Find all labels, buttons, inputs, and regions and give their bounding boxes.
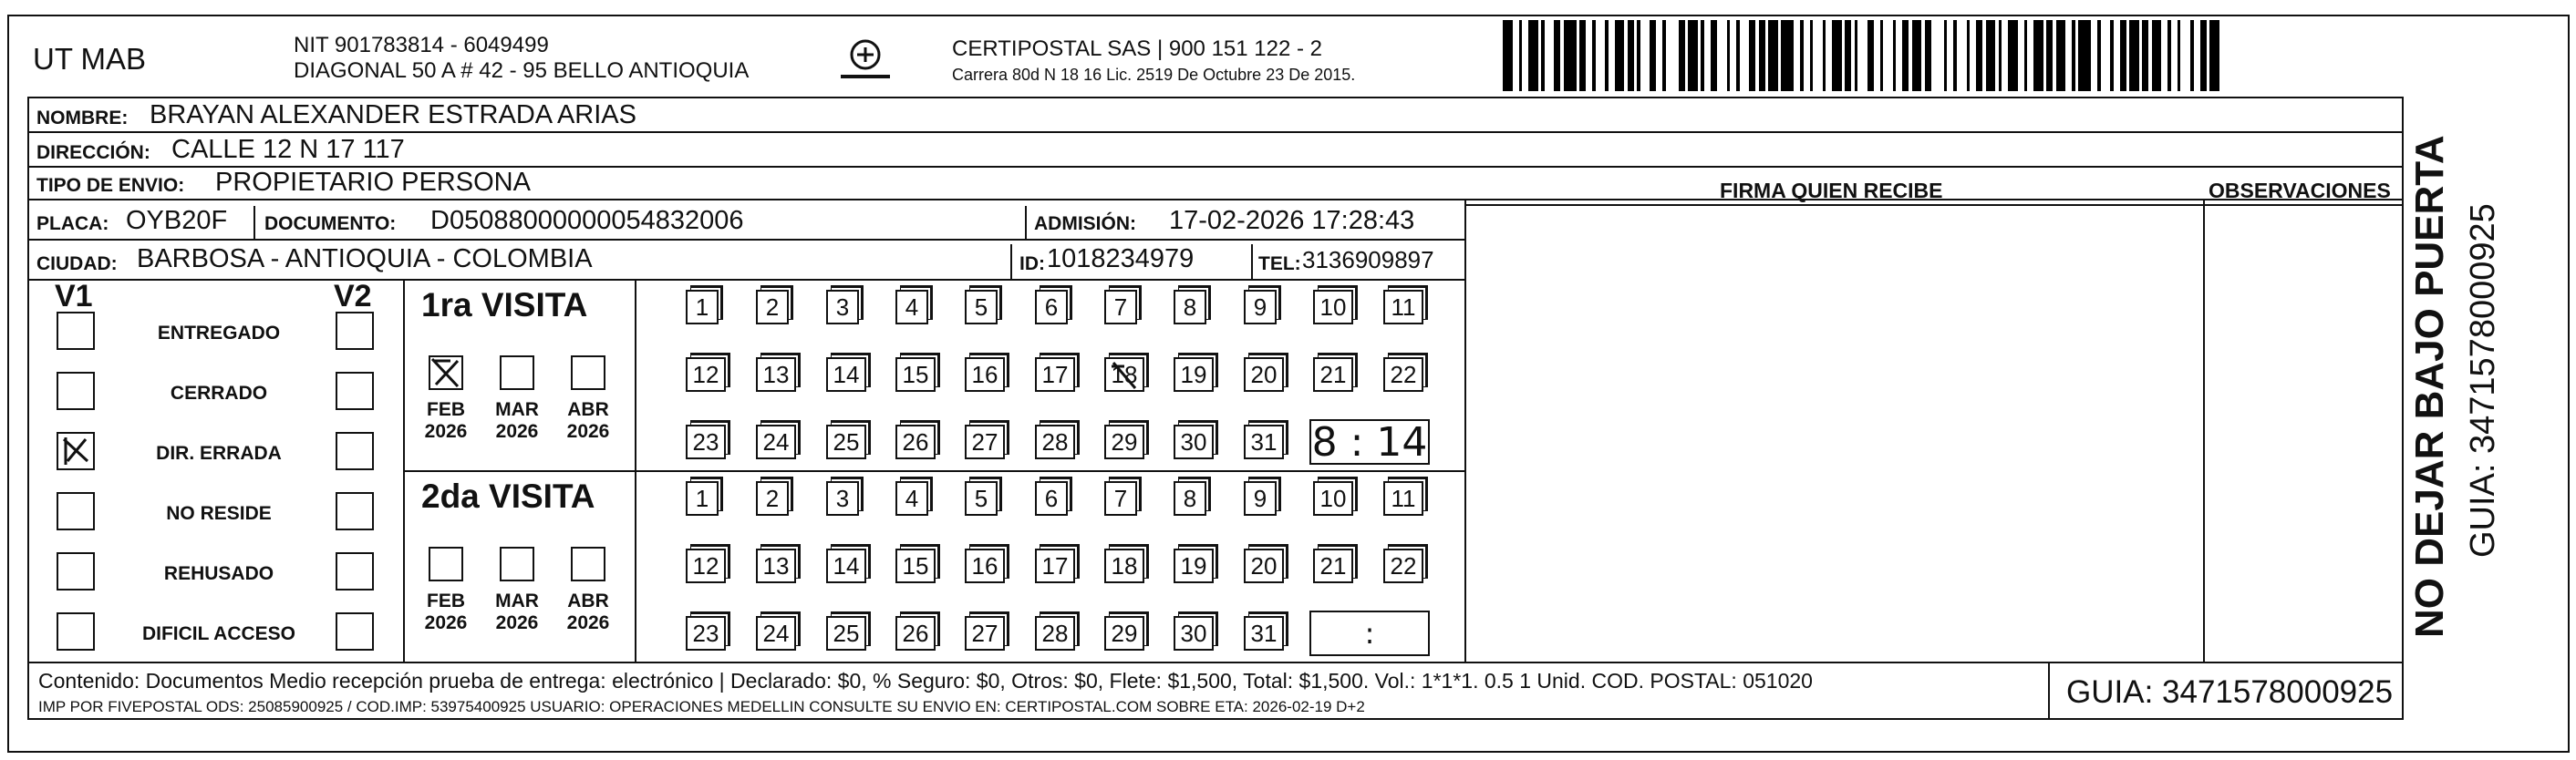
status-option-label: DIR. ERRADA xyxy=(156,443,282,464)
footer-print-info: IMP POR FIVEPOSTAL ODS: 25085900925 / COD.IMP: 53975400925 USUARIO: OPERACIONES MEDELLIN CONSULTE SU ENVIO EN: CERTIPOSTAL.COM SOBRE ETA: 2026-02-19 D+2 xyxy=(38,698,1365,715)
tipo-envio-value: PROPIETARIO PERSONA xyxy=(215,168,531,197)
placa-label: PLACA: xyxy=(36,213,109,234)
v2-checkbox[interactable] xyxy=(336,372,374,410)
month-label xyxy=(490,399,544,443)
ciudad-value: BARBOSA - ANTIOQUIA - COLOMBIA xyxy=(137,244,593,273)
month-year: 2026 xyxy=(566,421,610,442)
month-name: MAR xyxy=(495,399,539,420)
month-year: 2026 xyxy=(495,421,539,442)
day-box[interactable]: 12 xyxy=(686,357,726,392)
day-box[interactable]: 4 xyxy=(895,290,928,324)
v1-checkbox[interactable] xyxy=(57,492,95,530)
day-box[interactable]: 20 xyxy=(1244,549,1284,583)
direccion-value: CALLE 12 N 17 117 xyxy=(171,135,405,164)
day-box[interactable]: 24 xyxy=(756,616,796,651)
barcode-bar xyxy=(1688,20,1698,91)
barcode-bar xyxy=(2180,20,2190,91)
barcode-bar xyxy=(1704,20,1711,91)
barcode-bar xyxy=(1711,20,1717,91)
v1-checkbox[interactable] xyxy=(57,432,95,470)
month-year: 2026 xyxy=(424,612,468,633)
barcode-bar xyxy=(2129,20,2139,91)
header-barcode xyxy=(1503,20,2223,91)
barcode-bar xyxy=(2219,20,2223,91)
barcode-bar xyxy=(1545,20,1555,91)
day-box[interactable]: 15 xyxy=(895,549,936,583)
barcode-bar xyxy=(1986,20,1996,91)
day-box[interactable]: 14 xyxy=(826,357,866,392)
tel-label: TEL: xyxy=(1258,253,1301,274)
barcode-bar xyxy=(1528,20,1538,91)
month-name: FEB xyxy=(427,591,465,611)
barcode-bar xyxy=(1513,20,1519,91)
day-box[interactable]: 26 xyxy=(895,616,936,651)
day-box[interactable]: 18 xyxy=(1104,549,1144,583)
day-box[interactable]: 27 xyxy=(965,616,1005,651)
v1-checkbox[interactable] xyxy=(57,312,95,350)
barcode-bar xyxy=(1912,20,1922,91)
barcode-bar xyxy=(1874,20,1880,91)
day-box[interactable]: 3 xyxy=(826,290,859,324)
status-option-label: ENTREGADO xyxy=(157,323,281,344)
barcode-bar xyxy=(1609,20,1615,91)
month-checkbox[interactable] xyxy=(429,355,463,390)
month-year: 2026 xyxy=(424,421,468,442)
tel-value: 3136909897 xyxy=(1302,246,1434,273)
barcode-bar xyxy=(1883,20,1893,91)
barcode-bar xyxy=(1826,20,1832,91)
barcode-bar xyxy=(1857,20,1867,91)
barcode-bar xyxy=(2046,20,2053,91)
day-box[interactable] xyxy=(1104,357,1144,392)
day-box[interactable]: 30 xyxy=(1174,425,1214,459)
barcode-bar xyxy=(2091,20,2097,91)
month-year: 2026 xyxy=(495,612,539,633)
day-box[interactable]: 23 xyxy=(686,425,726,459)
day-box[interactable]: 7 xyxy=(1104,481,1137,516)
barcode-bar xyxy=(1768,20,1778,91)
day-box[interactable]: 13 xyxy=(756,357,796,392)
day-box[interactable]: 5 xyxy=(965,481,998,516)
barcode-bar xyxy=(2056,20,2066,91)
observaciones-header: OBSERVACIONES xyxy=(2209,179,2391,202)
day-box[interactable]: 27 xyxy=(965,425,1005,459)
v1-checkbox[interactable] xyxy=(57,372,95,410)
barcode-bar xyxy=(2152,20,2162,91)
barcode-bar xyxy=(2078,20,2091,91)
day-box[interactable]: 11 xyxy=(1383,481,1423,516)
month-name: ABR xyxy=(567,591,609,611)
barcode-bar xyxy=(1970,20,1976,91)
side-warning: NO DEJAR BAJO PUERTA xyxy=(2407,135,2452,638)
day-box[interactable]: 31 xyxy=(1244,616,1284,651)
day-box[interactable]: 20 xyxy=(1244,357,1284,392)
day-box[interactable]: 16 xyxy=(965,357,1005,392)
month-label xyxy=(561,399,616,443)
footer-contents: Contenido: Documentos Medio recepción prueba de entrega: electrónico | Declarado: $0, % Seguro: $0, Otros: $0, Flete: $1,500, Total: $1,500. Vol.: 1*1*1. 0.5 1 Unid. COD. POSTAL: 051020 xyxy=(38,669,1813,693)
day-box[interactable]: 25 xyxy=(826,616,866,651)
company-nit: NIT 901783814 - 6049499 xyxy=(294,33,549,57)
day-box[interactable]: 5 xyxy=(965,290,998,324)
barcode-bar xyxy=(1947,20,1953,91)
nombre-label: NOMBRE: xyxy=(36,108,129,128)
month-year: 2026 xyxy=(566,612,610,633)
visit-1-title: 1ra VISITA xyxy=(421,286,588,324)
barcode-bar xyxy=(1813,20,1823,91)
barcode-bar xyxy=(2008,20,2018,91)
day-box[interactable]: 11 xyxy=(1383,290,1423,324)
day-box[interactable]: 12 xyxy=(686,549,726,583)
day-box[interactable]: 28 xyxy=(1035,616,1075,651)
v2-checkbox[interactable] xyxy=(336,612,374,651)
month-name: FEB xyxy=(427,399,465,420)
company-address: DIAGONAL 50 A # 42 - 95 BELLO ANTIOQUIA xyxy=(294,58,750,83)
v1-header: V1 xyxy=(55,279,93,313)
month-checkbox[interactable] xyxy=(429,547,463,581)
day-box[interactable]: 8 xyxy=(1174,290,1206,324)
firma-header: FIRMA QUIEN RECIBE xyxy=(1720,179,1943,202)
barcode-bar xyxy=(1896,20,1902,91)
day-box[interactable]: 17 xyxy=(1035,357,1075,392)
month-checkbox[interactable] xyxy=(571,355,605,390)
day-box[interactable]: 3 xyxy=(826,481,859,516)
footer-guia: GUIA: 3471578000925 xyxy=(2066,674,2394,710)
day-box[interactable]: 16 xyxy=(965,549,1005,583)
day-box[interactable]: 29 xyxy=(1104,425,1144,459)
barcode-bar xyxy=(1656,20,1662,91)
status-option-label: REHUSADO xyxy=(163,563,274,584)
barcode-bar xyxy=(1832,20,1842,91)
tipo-envio-label: TIPO DE ENVIO: xyxy=(36,175,185,196)
month-name: ABR xyxy=(567,399,609,420)
side-guia: GUIA: 3471578000925 xyxy=(2464,203,2502,558)
nombre-value: BRAYAN ALEXANDER ESTRADA ARIAS xyxy=(150,100,636,129)
barcode-bar xyxy=(1596,20,1606,91)
barcode-bar xyxy=(2033,20,2043,91)
barcode-bar xyxy=(1666,20,1679,91)
month-checkbox[interactable] xyxy=(571,547,605,581)
barcode-bar xyxy=(1554,20,1560,91)
day-number: 18 xyxy=(1111,360,1138,388)
company-name: UT MAB xyxy=(33,42,147,76)
day-box[interactable]: 2 xyxy=(756,290,789,324)
month-checkbox[interactable] xyxy=(500,547,534,581)
barcode-bar xyxy=(1522,20,1528,91)
admision-value: 17-02-2026 17:28:43 xyxy=(1169,206,1415,235)
month-label xyxy=(490,591,544,634)
status-option-label: NO RESIDE xyxy=(166,503,272,524)
day-box[interactable]: 13 xyxy=(756,549,796,583)
day-box[interactable]: 30 xyxy=(1174,616,1214,651)
day-box[interactable]: 14 xyxy=(826,549,866,583)
barcode-bar xyxy=(2018,20,2024,91)
day-box[interactable]: 29 xyxy=(1104,616,1144,651)
day-box[interactable]: 24 xyxy=(756,425,796,459)
v2-checkbox[interactable] xyxy=(336,432,374,470)
carrier-subtitle: Carrera 80d N 18 16 Lic. 2519 De Octubre 23 De 2015. xyxy=(952,66,1356,84)
barcode-bar xyxy=(1717,20,1727,91)
day-box[interactable]: 8 xyxy=(1174,481,1206,516)
month-label xyxy=(561,591,616,634)
barcode-bar xyxy=(1925,20,1931,91)
day-box[interactable]: 22 xyxy=(1383,357,1423,392)
barcode-bar xyxy=(2101,20,2111,91)
visit-2-title: 2da VISITA xyxy=(421,478,595,515)
barcode-bar xyxy=(1679,20,1685,91)
barcode-bar xyxy=(1794,20,1800,91)
day-box[interactable]: 21 xyxy=(1313,549,1353,583)
barcode-bar xyxy=(1503,20,1513,91)
v2-header: V2 xyxy=(334,279,372,313)
barcode-bar xyxy=(2065,20,2072,91)
day-box[interactable]: 1 xyxy=(686,481,719,516)
day-box[interactable]: 19 xyxy=(1174,549,1214,583)
day-box[interactable]: 31 xyxy=(1244,425,1284,459)
certipostal-logo xyxy=(837,35,894,89)
month-checkbox[interactable] xyxy=(500,355,534,390)
barcode-bar xyxy=(1564,20,1577,91)
day-box[interactable]: 7 xyxy=(1104,290,1137,324)
barcode-bar xyxy=(1586,20,1592,91)
barcode-bar xyxy=(1759,20,1765,91)
barcode-bar xyxy=(1749,20,1755,91)
ciudad-label: CIUDAD: xyxy=(36,253,118,274)
id-label: ID: xyxy=(1019,253,1045,274)
barcode-bar xyxy=(1931,20,1944,91)
day-box[interactable]: 23 xyxy=(686,616,726,651)
v2-checkbox[interactable] xyxy=(336,312,374,350)
barcode-bar xyxy=(2114,20,2120,91)
barcode-bar xyxy=(1740,20,1750,91)
barcode-bar xyxy=(2027,20,2033,91)
placa-value: OYB20F xyxy=(126,206,228,235)
day-box[interactable]: 15 xyxy=(895,357,936,392)
barcode-bar xyxy=(1976,20,1982,91)
carrier-title: CERTIPOSTAL SAS | 900 151 122 - 2 xyxy=(952,36,1322,61)
day-box[interactable]: 28 xyxy=(1035,425,1075,459)
barcode-bar xyxy=(1640,20,1650,91)
v1-checkbox[interactable] xyxy=(57,552,95,591)
id-value: 1018234979 xyxy=(1047,244,1195,273)
barcode-bar xyxy=(1615,20,1625,91)
barcode-bar xyxy=(2120,20,2126,91)
documento-value: D05088000000054832006 xyxy=(430,206,744,235)
day-box[interactable]: 9 xyxy=(1244,290,1277,324)
day-box[interactable]: 4 xyxy=(895,481,928,516)
month-label xyxy=(419,591,473,634)
day-box[interactable]: 10 xyxy=(1313,481,1353,516)
barcode-bar xyxy=(1730,20,1736,91)
barcode-bar xyxy=(1804,20,1810,91)
v2-checkbox[interactable] xyxy=(336,492,374,530)
admision-label: ADMISIÓN: xyxy=(1034,213,1136,234)
day-box[interactable]: 21 xyxy=(1313,357,1353,392)
v2-checkbox[interactable] xyxy=(336,552,374,591)
barcode-bar xyxy=(2194,20,2200,91)
day-box[interactable]: 2 xyxy=(756,481,789,516)
v1-checkbox[interactable] xyxy=(57,612,95,651)
visit-time-box[interactable]: 8 : 14 xyxy=(1309,419,1430,465)
barcode-bar xyxy=(2142,20,2148,91)
day-box[interactable]: 19 xyxy=(1174,357,1214,392)
barcode-bar xyxy=(2002,20,2008,91)
month-label xyxy=(419,399,473,443)
barcode-bar xyxy=(1781,20,1794,91)
barcode-bar xyxy=(1650,20,1656,91)
month-name: MAR xyxy=(495,591,539,611)
barcode-bar xyxy=(2200,20,2207,91)
barcode-bar xyxy=(1902,20,1909,91)
day-box[interactable]: 9 xyxy=(1244,481,1277,516)
barcode-bar xyxy=(2209,20,2219,91)
day-box[interactable]: 6 xyxy=(1035,481,1068,516)
barcode-bar xyxy=(2161,20,2167,91)
day-box[interactable]: 22 xyxy=(1383,549,1423,583)
day-box[interactable]: 10 xyxy=(1313,290,1353,324)
status-option-label: DIFICIL ACCESO xyxy=(141,623,295,644)
visit-time-box[interactable]: : xyxy=(1309,611,1430,656)
barcode-bar xyxy=(2171,20,2178,91)
direccion-label: DIRECCIÓN: xyxy=(36,142,150,163)
status-option-label: CERRADO xyxy=(170,383,268,404)
day-box[interactable]: 6 xyxy=(1035,290,1068,324)
documento-label: DOCUMENTO: xyxy=(264,213,397,234)
barcode-bar xyxy=(1579,20,1586,91)
barcode-bar xyxy=(1867,20,1874,91)
day-box[interactable]: 17 xyxy=(1035,549,1075,583)
day-box[interactable]: 25 xyxy=(826,425,866,459)
day-box[interactable]: 26 xyxy=(895,425,936,459)
day-box[interactable]: 1 xyxy=(686,290,719,324)
barcode-bar xyxy=(1845,20,1851,91)
barcode-bar xyxy=(1628,20,1634,91)
barcode-bar xyxy=(1957,20,1967,91)
